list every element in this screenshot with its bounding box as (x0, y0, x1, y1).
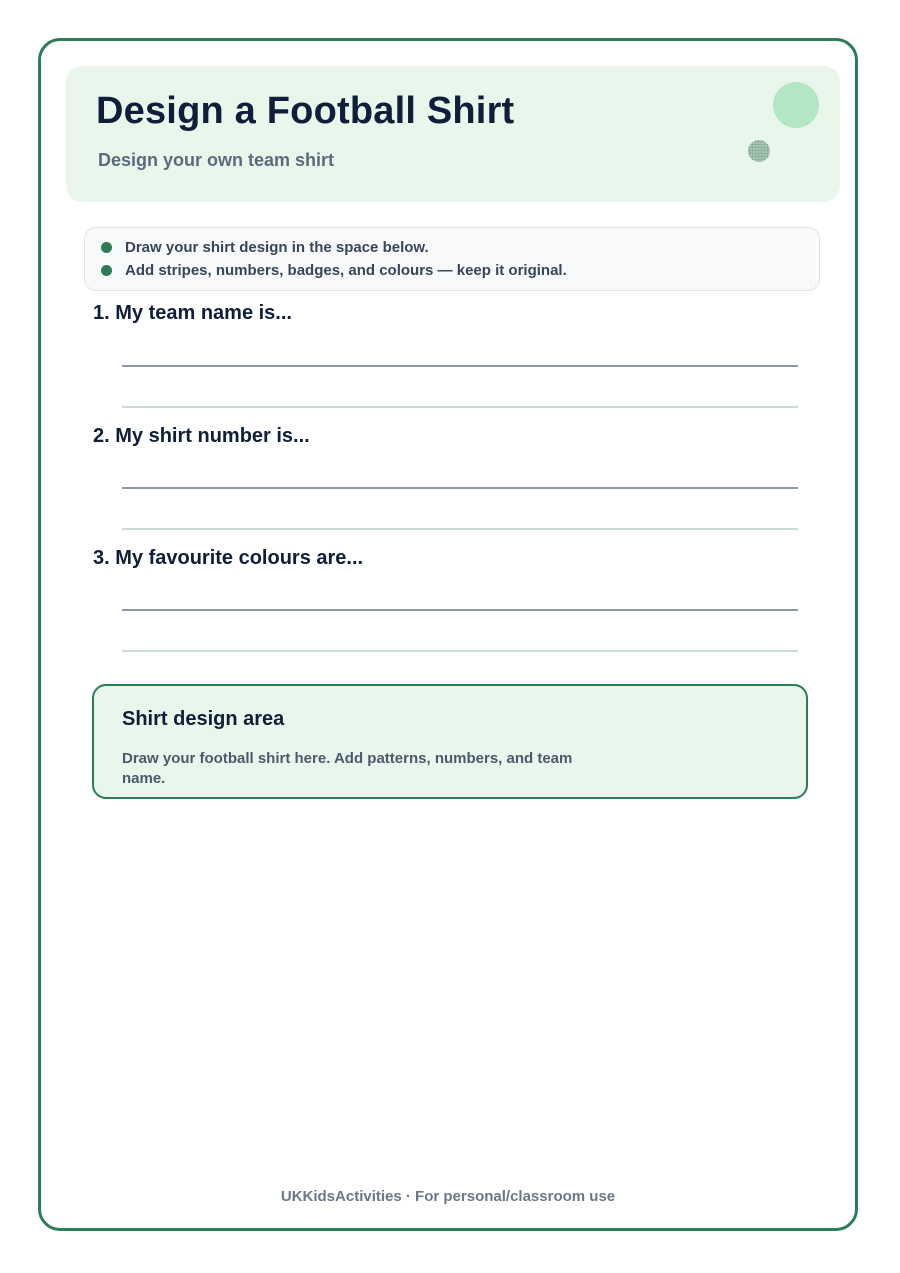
answer-line[interactable] (122, 650, 798, 652)
page-title: Design a Football Shirt (96, 90, 515, 132)
question-team-name: 1. My team name is... (93, 302, 292, 324)
shirt-design-area[interactable] (92, 684, 808, 799)
page-subtitle: Design your own team shirt (98, 150, 335, 170)
design-area-title: Shirt design area (122, 708, 285, 730)
decorative-circle-large (773, 82, 819, 128)
bullet-icon (101, 265, 112, 276)
question-favourite-colours: 3. My favourite colours are... (93, 547, 364, 569)
instruction-text: Draw your shirt design in the space below. (125, 239, 429, 256)
bullet-icon (101, 242, 112, 253)
header-banner (66, 66, 840, 202)
footer-credit: UKKidsActivities · For personal/classroom use (280, 1188, 616, 1205)
worksheet-page (38, 38, 858, 1231)
answer-line[interactable] (122, 609, 798, 611)
instruction-text: Add stripes, numbers, badges, and colours — keep it original. (125, 262, 567, 279)
design-area-description: Draw your football shirt here. Add patterns, numbers, and team name. (122, 750, 573, 787)
instructions-box (84, 227, 820, 291)
decorative-circle-small (748, 140, 770, 162)
instruction-item (101, 239, 429, 256)
answer-line[interactable] (122, 487, 798, 489)
answer-line[interactable] (122, 365, 798, 367)
instruction-item (101, 262, 567, 279)
question-shirt-number: 2. My shirt number is... (93, 425, 310, 447)
answer-line[interactable] (122, 528, 798, 530)
answer-line[interactable] (122, 406, 798, 408)
